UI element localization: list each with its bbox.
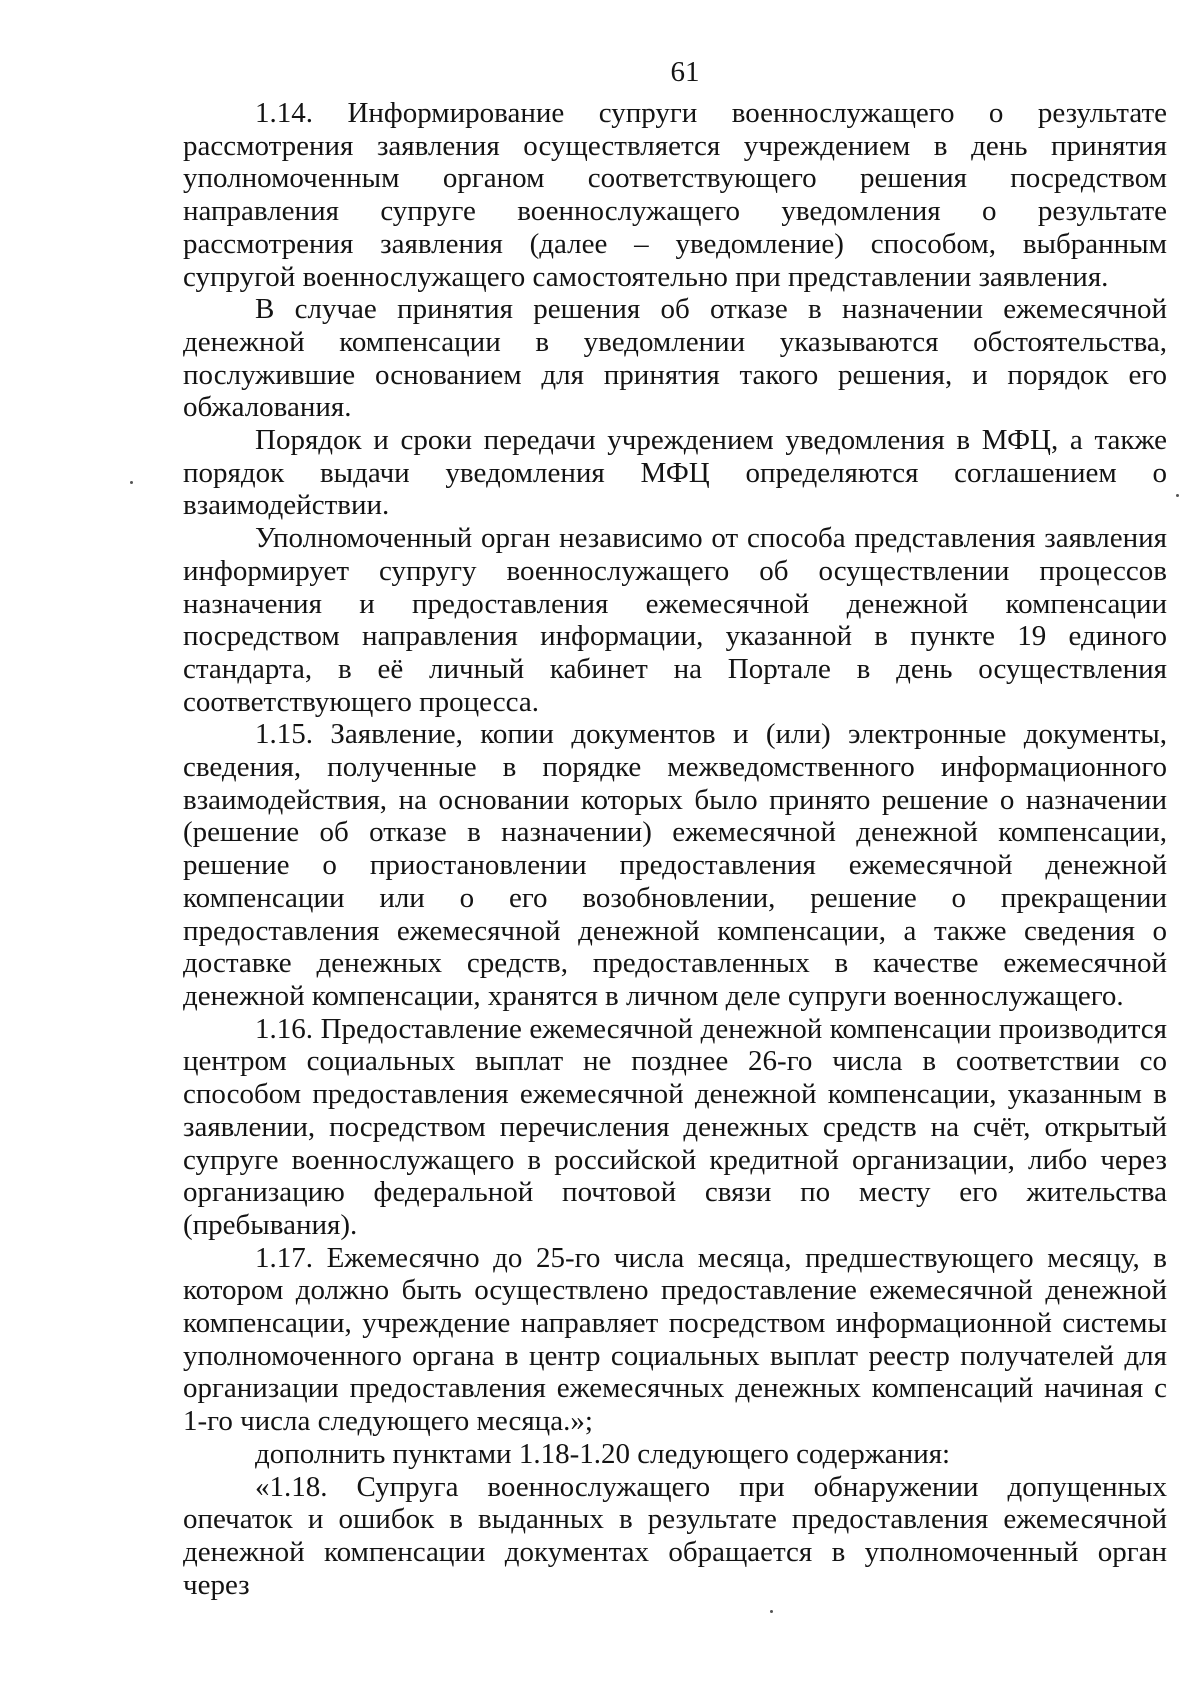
paragraph-1-15: 1.15. Заявление, копии документов и (или) электронные документы, сведения, полученные в порядке межведомственного информационного взаимодействия, на основании которых было принято решение о назначении (решение об отказе в назначении) ежемесячной денежной компенсации, решение о приостановлении предоставления ежемесячной денежной компенсации или о его возобновлении, решение о прекращении предоставления ежемесячной денежной компенсации, а также сведения о доставке денежных средств, предоставленных в качестве ежемесячной денежной компенсации, хранятся в личном деле супруги военнослужащего.: [183, 718, 1167, 1012]
paragraph-amendment-intro: дополнить пунктами 1.18-1.20 следующего содержания:: [255, 1437, 951, 1470]
scan-speck: [770, 1610, 773, 1613]
paragraph-1-18: «1.18. Супруга военнослужащего при обнаружении допущенных опечаток и ошибок в выданных в результате предоставления ежемесячной денежной компенсации документах обращается в уполномоченный орган через: [183, 1470, 1167, 1601]
paragraph-refusal-notice: В случае принятия решения об отказе в назначении ежемесячной денежной компенсации в уведомлении указываются обстоятельства, послужившие основанием для принятия такого решения, и порядок его обжалования.: [183, 293, 1167, 424]
paragraph-mfc-procedure: Порядок и сроки передачи учреждением уведомления в МФЦ, а также порядок выдачи уведомления МФЦ определяются соглашением о взаимодействии.: [183, 424, 1167, 522]
scan-speck: [130, 481, 133, 484]
paragraph-portal-informing: Уполномоченный орган независимо от способа представления заявления информирует супругу военнослужащего об осуществлении процессов назначения и предоставления ежемесячной денежной компенсации посредством направления информации, указанной в пункте 19 единого стандарта, в её личный кабинет на Портале в день осуществления соответствующего процесса.: [183, 522, 1167, 718]
paragraph-1-16: 1.16. Предоставление ежемесячной денежной компенсации производится центром социальных выплат не позднее 26-го числа в соответствии со способом предоставления ежемесячной денежной компенсации, указанным в заявлении, посредством перечисления денежных средств на счёт, открытый супруге военнослужащего в российской кредитной организации, либо через организацию федеральной почтовой связи по месту его жительства (пребывания).: [183, 1012, 1167, 1241]
paragraph-1-14: 1.14. Информирование супруги военнослужащего о результате рассмотрения заявления осуществляется учреждением в день принятия уполномоченным органом соответствующего решения посредством направления супруге военнослужащего уведомления о результате рассмотрения заявления (далее – уведомление) способом, выбранным супругой военнослужащего самостоятельно при представлении заявления.: [183, 97, 1167, 293]
page-number: 61: [670, 56, 700, 88]
scan-speck: [1176, 494, 1179, 497]
paragraph-1-17: 1.17. Ежемесячно до 25-го числа месяца, предшествующего месяцу, в котором должно быть осуществлено предоставление ежемесячной денежной компенсации, учреждение направляет посредством информационной системы уполномоченного органа в центр социальных выплат реестр получателей для организации предоставления ежемесячных денежных компенсаций начиная с 1-го числа следующего месяца.»;: [183, 1241, 1167, 1438]
document-body: [183, 97, 1167, 1601]
